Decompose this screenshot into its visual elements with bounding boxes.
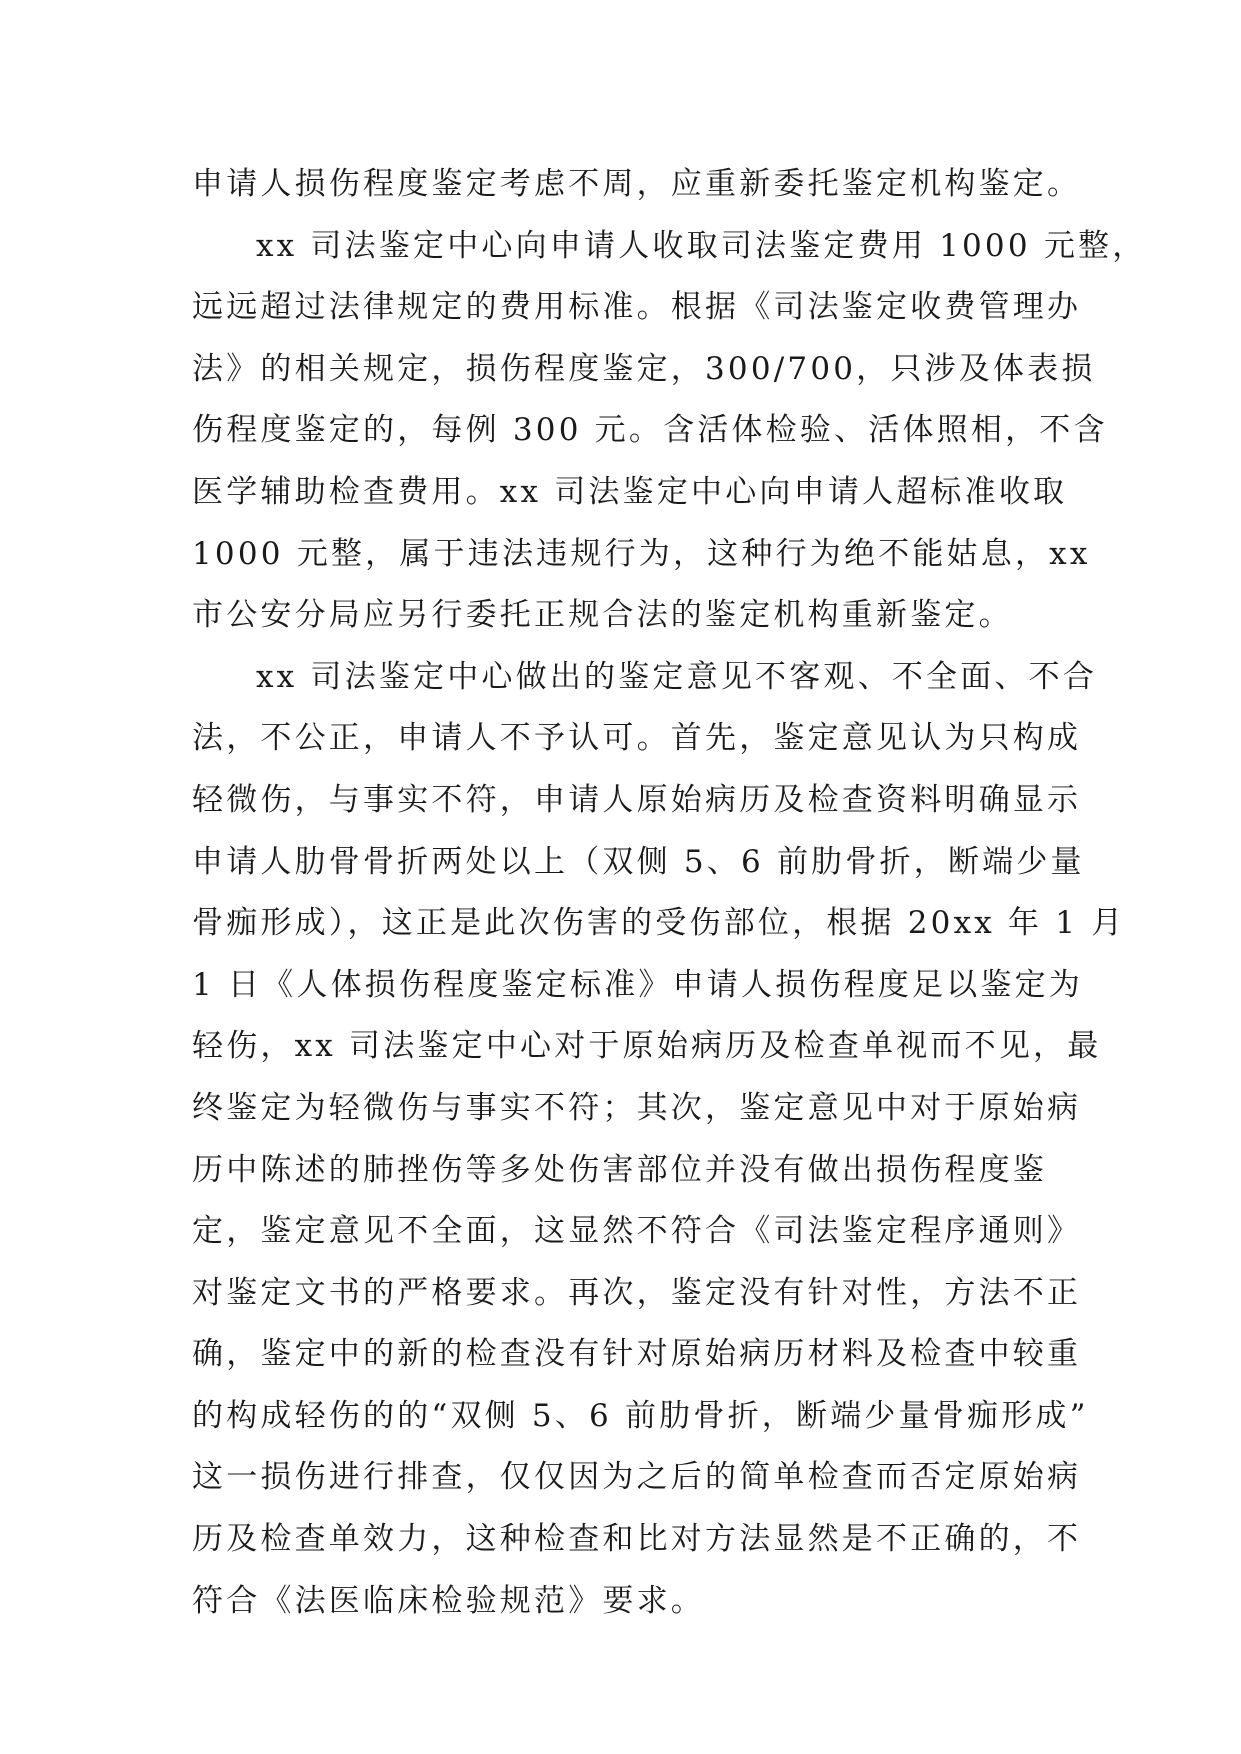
paragraph-first-line: xx 司法鉴定中心做出的鉴定意见不客观、不全面、不合 [256,658,1098,695]
text-line: 1000 元整，属于违法违规行为，这种行为绝不能姑息，xx [192,535,1091,572]
text-line: 历中陈述的肺挫伤等多处伤害部位并没有做出损伤程度鉴 [192,1151,1047,1188]
document-body [192,154,1147,1632]
text-line: 定，鉴定意见不全面，这显然不符合《司法鉴定程序通则》 [192,1213,1082,1250]
text-line: 法》的相关规定，损伤程度鉴定，300/700，只涉及体表损 [192,350,1096,387]
text-line: 申请人肋骨骨折两处以上（双侧 5、6 前肋骨折，断端少量 [192,843,1085,880]
text-line: 1 日《人体损伤程度鉴定标准》申请人损伤程度足以鉴定为 [192,966,1083,1003]
paragraph-first-line: xx 司法鉴定中心向申请人收取司法鉴定费用 1000 元整， [256,227,1147,264]
text-line: 的构成轻伤的的“双侧 5、6 前肋骨折，断端少量骨痂形成” [192,1397,1089,1434]
text-line: 市公安分局应另行委托正规合法的鉴定机构重新鉴定。 [192,597,1013,634]
text-line: 远远超过法律规定的费用标准。根据《司法鉴定收费管理办 [192,289,1082,326]
text-line: 法，不公正，申请人不予认可。首先，鉴定意见认为只构成 [192,720,1082,757]
text-line: 历及检查单效力，这种检查和比对方法显然是不正确的，不 [192,1521,1082,1558]
text-line: 轻伤，xx 司法鉴定中心对于原始病历及检查单视而不见，最 [192,1028,1102,1065]
text-line: 确，鉴定中的新的检查没有针对原始病历材料及检查中较重 [192,1336,1082,1373]
text-line: 轻微伤，与事实不符，申请人原始病历及检查资料明确显示 [192,781,1082,818]
text-line: 这一损伤进行排查，仅仅因为之后的简单检查而否定原始病 [192,1459,1082,1496]
text-line: 对鉴定文书的严格要求。再次，鉴定没有针对性，方法不正 [192,1274,1082,1311]
text-line: 医学辅助检查费用。xx 司法鉴定中心向申请人超标准收取 [192,473,1068,510]
text-line: 伤程度鉴定的，每例 300 元。含活体检验、活体照相，不含 [192,412,1108,449]
text-line: 终鉴定为轻微伤与事实不符；其次，鉴定意见中对于原始病 [192,1089,1082,1126]
text-line: 申请人损伤程度鉴定考虑不周，应重新委托鉴定机构鉴定。 [192,166,1082,202]
text-line: 骨痂形成），这正是此次伤害的受伤部位，根据 20xx 年 1 月 [192,905,1126,942]
text-line: 符合《法医临床检验规范》要求。 [192,1582,705,1619]
